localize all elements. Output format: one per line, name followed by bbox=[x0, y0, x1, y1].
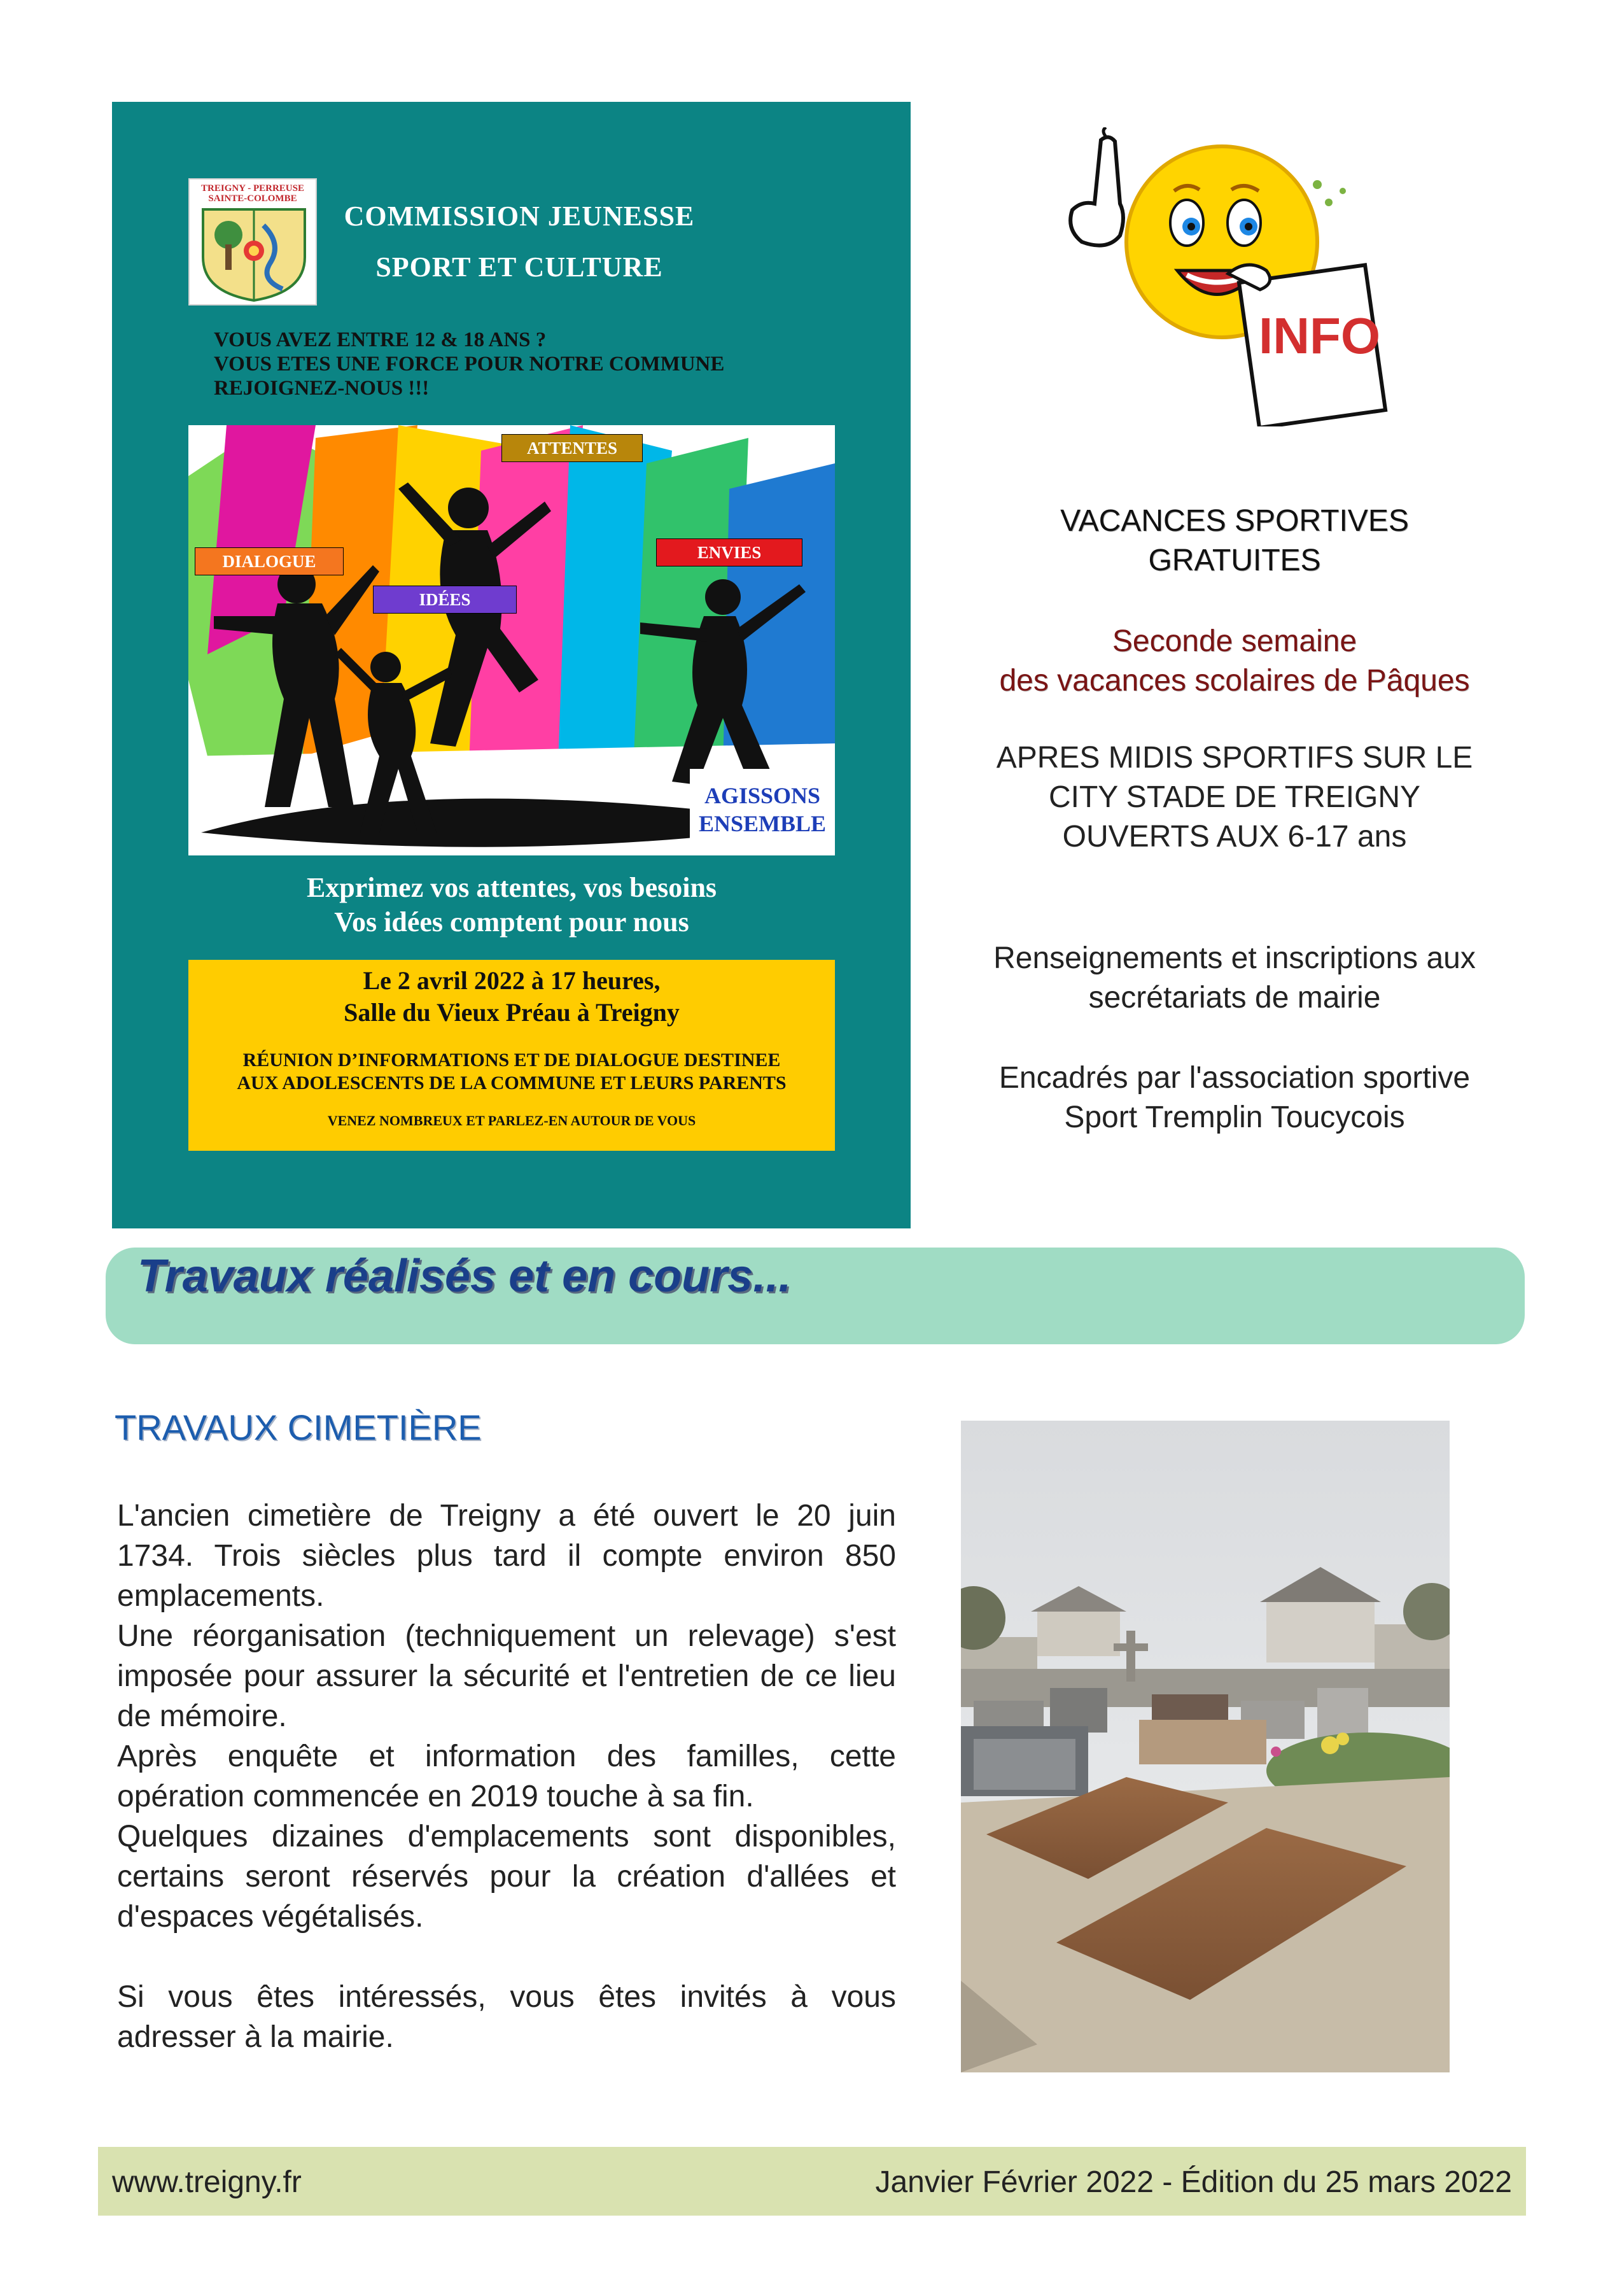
meeting-line1: RÉUNION D’INFORMATIONS ET DE DIALOGUE DESTINEE bbox=[242, 1050, 781, 1071]
info-organizer bbox=[942, 1058, 1527, 1137]
tag-idees: IDÉES bbox=[373, 586, 517, 614]
info-smiley-icon bbox=[1056, 127, 1400, 426]
poster-illustration bbox=[188, 425, 835, 855]
agir-line1: AGISSONS bbox=[704, 783, 821, 808]
poster-title bbox=[303, 191, 736, 293]
meeting-date-line2: Salle du Vieux Préau à Treigny bbox=[344, 998, 680, 1027]
meeting-description bbox=[188, 1049, 835, 1095]
crest-shield-icon bbox=[200, 206, 308, 302]
info-org-line1: Encadrés par l'association sportive bbox=[998, 1061, 1471, 1095]
agir-ensemble-label bbox=[690, 769, 835, 855]
info-title-line1: VACANCES SPORTIVES bbox=[1060, 504, 1409, 538]
crest-text: TREIGNY - PERREUSE SAINTE-COLOMBE bbox=[201, 183, 304, 204]
tag-dialogue: DIALOGUE bbox=[195, 547, 344, 575]
express-line1: Exprimez vos attentes, vos besoins bbox=[306, 872, 717, 903]
municipal-crest bbox=[188, 178, 317, 306]
article-title: TRAVAUX CIMETIÈRE bbox=[115, 1407, 482, 1447]
youth-commission-poster bbox=[112, 102, 911, 1228]
poster-intro-line3: REJOIGNEZ-NOUS !!! bbox=[214, 377, 430, 400]
info-period-line1: Seconde semaine bbox=[1112, 624, 1357, 658]
article-paragraph: L'ancien cimetière de Treigny a été ouvert le 20 juin 1734. Trois siècles plus tard il compte environ 850 emplacements. bbox=[117, 1499, 896, 1613]
article-body bbox=[117, 1496, 896, 2057]
info-contact-line2: secrétariats de mairie bbox=[1088, 981, 1381, 1015]
express-line2: Vos idées comptent pour nous bbox=[334, 906, 689, 938]
info-period bbox=[942, 622, 1527, 701]
poster-intro-line2: VOUS ETES UNE FORCE POUR NOTRE COMMUNE bbox=[214, 353, 725, 376]
tag-envies: ENVIES bbox=[656, 538, 802, 566]
cemetery-photo bbox=[961, 1421, 1450, 2072]
info-org-line2: Sport Tremplin Toucycois bbox=[1064, 1100, 1405, 1134]
article-paragraph: Si vous êtes intéressés, vous êtes invités à vous adresser à la mairie. bbox=[117, 1980, 896, 2054]
article-paragraph: Une réorganisation (techniquement un relevage) s'est imposée pour assurer la sécurité et l'entretien de ce lieu de mémoire. bbox=[117, 1619, 896, 1733]
meeting-details-box bbox=[188, 960, 835, 1151]
agir-line2: ENSEMBLE bbox=[698, 811, 827, 836]
tag-attentes: ATTENTES bbox=[501, 434, 643, 462]
meeting-date bbox=[188, 965, 835, 1029]
meeting-line2: AUX ADOLESCENTS DE LA COMMUNE ET LEURS PARENTS bbox=[237, 1072, 787, 1093]
section-title: Travaux réalisés et en cours... bbox=[137, 1251, 792, 1302]
poster-title-line2: SPORT ET CULTURE bbox=[375, 251, 663, 283]
footer-edition: Janvier Février 2022 - Édition du 25 mars 2022 bbox=[875, 2165, 1512, 2199]
page-footer bbox=[98, 2147, 1526, 2216]
meeting-date-line1: Le 2 avril 2022 à 17 heures, bbox=[363, 966, 661, 995]
info-body-line1: APRES MIDIS SPORTIFS SUR LE bbox=[996, 741, 1473, 775]
info-contact bbox=[942, 939, 1527, 1018]
poster-intro bbox=[214, 328, 850, 400]
info-body-line3: OUVERTS AUX 6-17 ans bbox=[1062, 820, 1407, 854]
meeting-closing: VENEZ NOMBREUX ET PARLEZ-EN AUTOUR DE VOUS bbox=[327, 1113, 696, 1128]
poster-call-to-express bbox=[188, 871, 835, 939]
info-badge-text: INFO bbox=[1259, 307, 1381, 364]
poster-intro-line1: VOUS AVEZ ENTRE 12 & 18 ANS ? bbox=[214, 328, 547, 351]
poster-title-line1: COMMISSION JEUNESSE bbox=[344, 200, 695, 232]
info-body bbox=[942, 738, 1527, 857]
info-period-line2: des vacances scolaires de Pâques bbox=[999, 664, 1470, 698]
info-title-line2: GRATUITES bbox=[1148, 544, 1321, 577]
article-paragraph: Après enquête et information des familles, cette opération commencée en 2019 touche à sa fin. bbox=[117, 1740, 896, 1813]
section-banner bbox=[106, 1248, 1525, 1344]
info-body-line2: CITY STADE DE TREIGNY bbox=[1048, 780, 1421, 814]
info-title bbox=[942, 502, 1527, 580]
paragraph-spacer bbox=[117, 1937, 896, 1977]
footer-website[interactable]: www.treigny.fr bbox=[112, 2165, 302, 2199]
article-paragraph: Quelques dizaines d'emplacements sont disponibles, certains seront réservés pour la création d'allées et d'espaces végétalisés. bbox=[117, 1820, 896, 1934]
info-contact-line1: Renseignements et inscriptions aux bbox=[993, 941, 1476, 975]
